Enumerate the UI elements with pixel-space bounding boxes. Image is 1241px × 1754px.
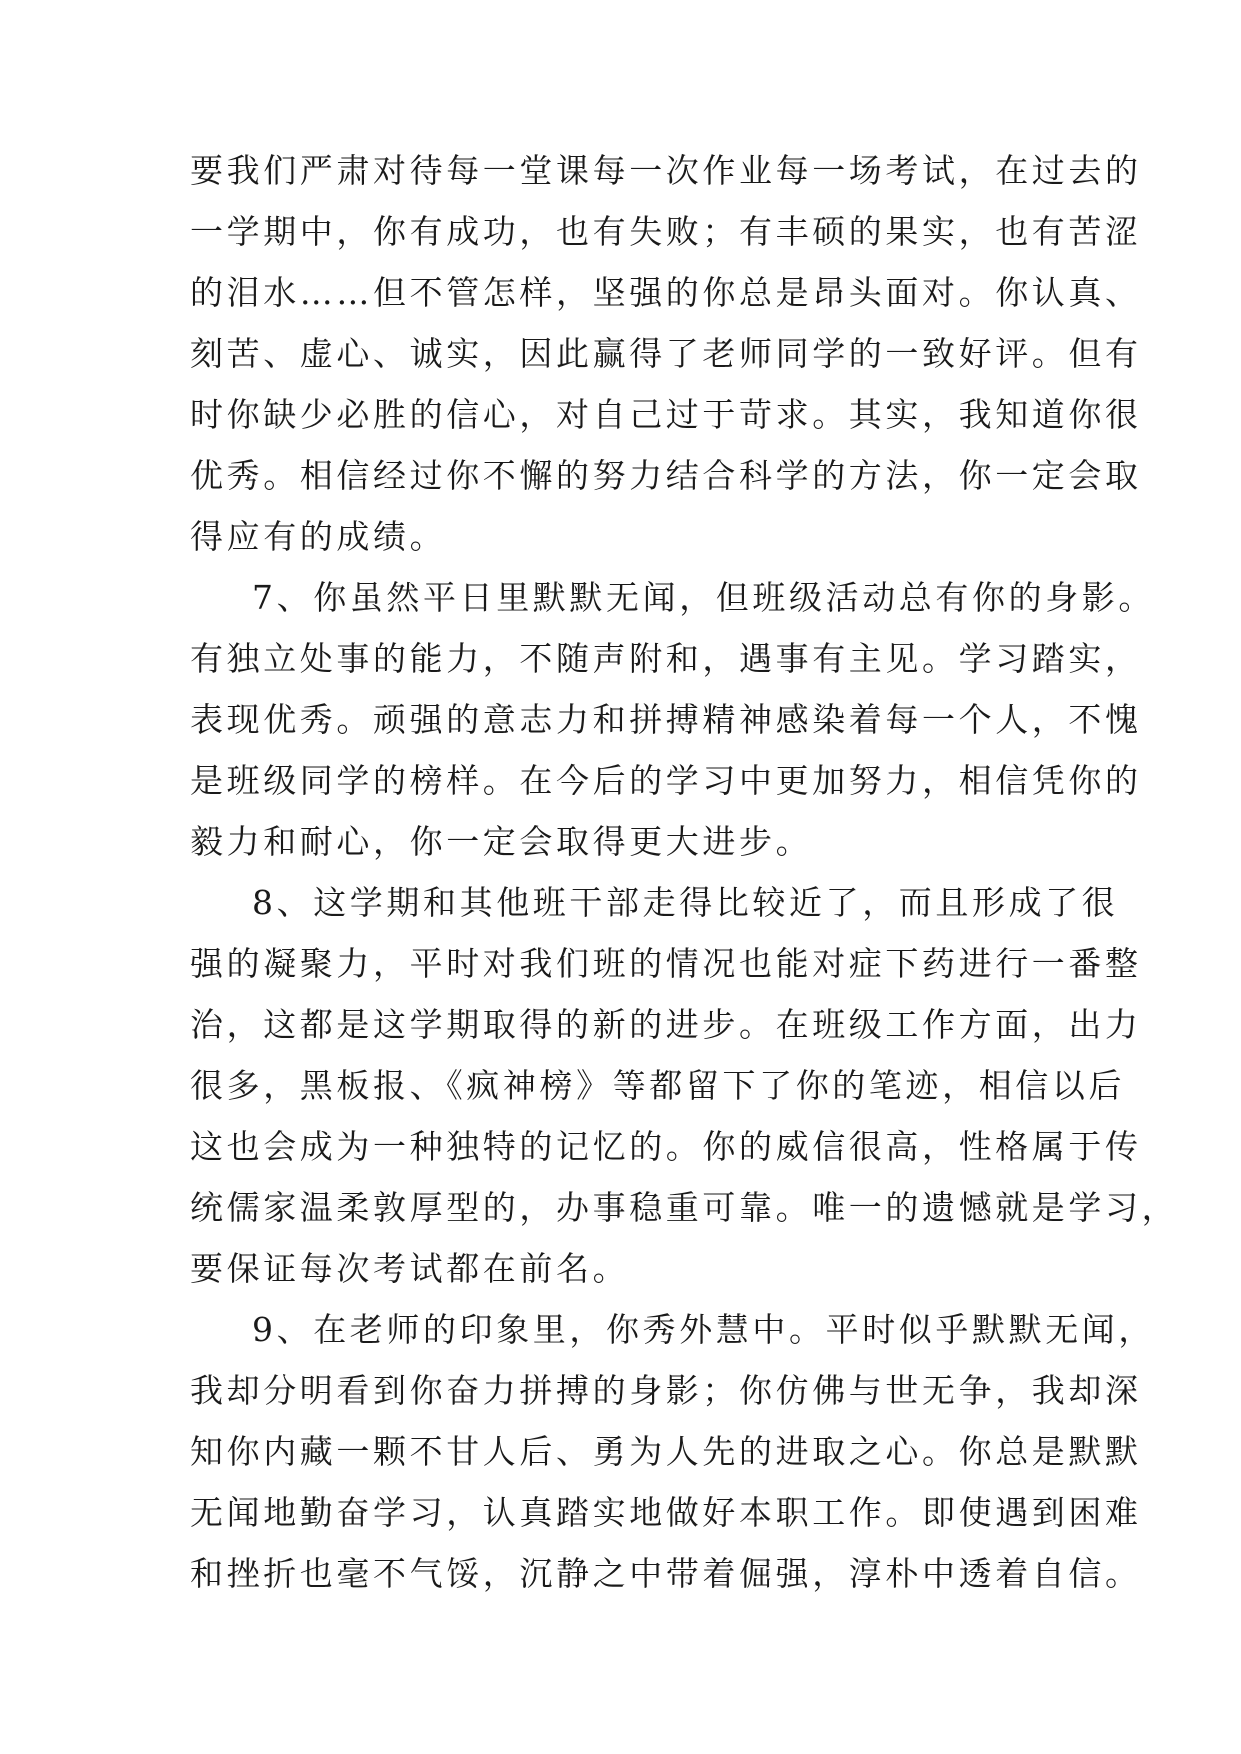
text-line: 知你内藏一颗不甘人后、勇为人先的进取之心。你总是默默	[190, 1432, 1142, 1471]
paragraph-7-first-line: 7、你虽然平日里默默无闻，但班级活动总有你的身影。	[252, 578, 1155, 617]
text-line: 优秀。相信经过你不懈的努力结合科学的方法，你一定会取	[190, 456, 1142, 495]
text-line: 无闻地勤奋学习，认真踏实地做好本职工作。即使遇到困难	[190, 1493, 1142, 1532]
text-line: 很多，黑板报、《疯神榜》等都留下了你的笔迹，相信以后	[190, 1066, 1126, 1105]
text-line: 是班级同学的榜样。在今后的学习中更加努力，相信凭你的	[190, 761, 1142, 800]
text-line: 一学期中，你有成功，也有失败；有丰硕的果实，也有苦涩	[190, 212, 1142, 251]
text-line: 得应有的成绩。	[190, 517, 447, 556]
text-line: 和挫折也毫不气馁，沉静之中带着倔强，淳朴中透着自信。	[190, 1554, 1142, 1593]
text-line: 要我们严肃对待每一堂课每一次作业每一场考试，在过去的	[190, 151, 1142, 190]
text-line: 强的凝聚力，平时对我们班的情况也能对症下药进行一番整	[190, 944, 1142, 983]
text-line: 的泪水……但不管怎样，坚强的你总是昂头面对。你认真、	[190, 273, 1142, 312]
text-line: 治，这都是这学期取得的新的进步。在班级工作方面，出力	[190, 1005, 1142, 1044]
text-line: 毅力和耐心，你一定会取得更大进步。	[190, 822, 813, 861]
text-line: 刻苦、虚心、诚实，因此赢得了老师同学的一致好评。但有	[190, 334, 1142, 373]
text-line: 我却分明看到你奋力拼搏的身影；你仿佛与世无争，我却深	[190, 1371, 1142, 1410]
paragraph-9-first-line: 9、在老师的印象里，你秀外慧中。平时似乎默默无闻，	[252, 1310, 1155, 1349]
text-line: 这也会成为一种独特的记忆的。你的威信很高，性格属于传	[190, 1127, 1142, 1166]
text-line: 有独立处事的能力，不随声附和，遇事有主见。学习踏实，	[190, 639, 1142, 678]
text-line: 要保证每次考试都在前名。	[190, 1249, 630, 1288]
text-line: 时你缺少必胜的信心，对自己过于苛求。其实，我知道你很	[190, 395, 1142, 434]
text-line: 表现优秀。顽强的意志力和拼搏精神感染着每一个人，不愧	[190, 700, 1142, 739]
text-line: 统儒家温柔敦厚型的，办事稳重可靠。唯一的遗憾就是学习，	[190, 1188, 1179, 1227]
paragraph-8-first-line: 8、这学期和其他班干部走得比较近了，而且形成了很	[252, 883, 1119, 922]
